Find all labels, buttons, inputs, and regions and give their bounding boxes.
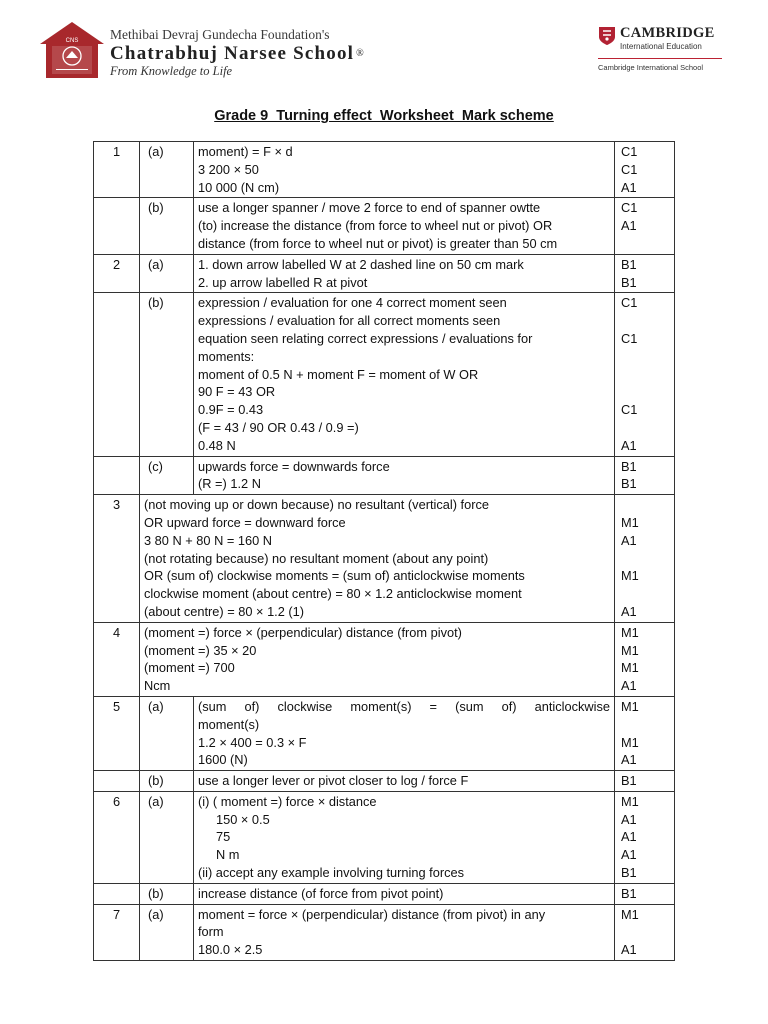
answer-line: (F = 43 / 90 OR 0.43 / 0.9 =) [198,419,359,435]
table-row [94,771,675,792]
mark-code: B1 [621,274,637,290]
answer-line: expressions / evaluation for all correct moments seen [198,313,501,329]
marks-cell [615,254,675,293]
mark-code: C1 [621,330,638,346]
table-row [94,904,675,960]
answer-line: 10 000 (N cm) [198,179,280,195]
marks-cell [615,198,675,254]
table-row [94,883,675,904]
table-row [94,791,675,883]
mark-code [621,312,670,330]
mark-code: A1 [621,437,637,453]
answer-line: (sum of) clockwise moment(s) = (sum of) anticlockwise [198,698,610,714]
question-number: 1 [94,142,140,198]
table-row [94,293,675,456]
mark-code [621,716,670,734]
mark-code: M1 [621,514,639,530]
answer-line: 1.2 × 400 = 0.3 × F [198,734,307,750]
question-part: (c) [140,456,194,495]
answer-line: moment of 0.5 N + moment F = moment of W OR [198,366,479,382]
question-number: 2 [94,254,140,293]
mark-code [621,419,670,437]
mark-code: A1 [621,942,637,958]
answer-line: 0.48 N [198,437,236,453]
answer-cell [194,142,615,198]
answer-cell [140,495,615,623]
mark-code: A1 [621,603,637,619]
mark-code: C1 [621,295,638,311]
answer-line: 180.0 × 2.5 [198,942,263,958]
answer-line: (moment =) force × (perpendicular) distance (from pivot) [144,624,462,640]
question-number: 5 [94,696,140,770]
mark-code: A1 [621,829,637,845]
question-number: 3 [94,495,140,623]
marks-cell [615,791,675,883]
answer-line: equation seen relating correct expressions / evaluations for [198,330,533,346]
question-number: 7 [94,904,140,960]
answer-line: OR upward force = downward force [144,514,346,530]
mark-code: M1 [621,624,639,640]
table-row [94,495,675,623]
question-number [94,198,140,254]
answer-cell [194,883,615,904]
school-logo-icon [38,20,106,80]
answer-line: 90 F = 43 OR [198,384,276,400]
answer-line: 75 [216,829,231,845]
school-name-text: Chatrabhuj Narsee School [110,43,355,64]
question-part: (b) [140,771,194,792]
answer-line: 3 80 N + 80 N = 160 N [144,532,273,548]
mark-code: A1 [621,811,637,827]
mark-code: M1 [621,642,639,658]
svg-text:CNS: CNS [65,38,79,44]
cambridge-school-label: Cambridge International School [598,63,704,72]
answer-line: Ncm [144,678,171,694]
mark-code: A1 [621,847,637,863]
answer-cell [194,771,615,792]
answer-line: (ii) accept any example involving turning forces [198,865,465,881]
answer-line: (to) increase the distance (from force to wheel nut or pivot) OR [198,218,553,234]
marks-cell [615,293,675,456]
answer-line: upwards force = downwards force [198,458,390,474]
cambridge-shield-icon [598,26,616,46]
question-part: (a) [140,696,194,770]
answer-line: moment(s) [198,716,260,732]
answer-line: use a longer lever or pivot closer to log / force F [198,773,469,789]
answer-line: N m [216,847,240,863]
answer-cell [194,456,615,495]
marks-cell [615,771,675,792]
mark-scheme-table [93,141,675,961]
answer-line: (i) ( moment =) force × distance [198,793,377,809]
mark-code: C1 [621,144,638,159]
mark-code [621,235,670,253]
school-header [110,27,365,79]
answer-cell [194,904,615,960]
table-row [94,142,675,198]
answer-line: (moment =) 700 [144,660,235,676]
answer-line: 1600 (N) [198,752,248,768]
school-tagline: From Knowledge to Life [110,64,233,78]
question-part: (a) [140,142,194,198]
mark-code [621,923,670,941]
registered-mark: ® [356,48,365,59]
table-row [94,198,675,254]
mark-code: M1 [621,660,639,676]
mark-code: M1 [621,793,639,809]
answer-line: increase distance (of force from pivot point) [198,885,444,901]
answer-line: distance (from force to wheel nut or pivot) is greater than 50 cm [198,235,558,251]
answer-cell [194,293,615,456]
school-name [110,43,365,64]
answer-line: (R =) 1.2 N [198,476,261,492]
question-number [94,293,140,456]
marks-cell [615,456,675,495]
page-title: Grade 9_Turning effect_Worksheet_Mark scheme [214,108,554,124]
foundation-name: Methibai Devraj Gundecha Foundation's [110,27,330,42]
answer-line: moments: [198,348,255,364]
answer-line: (not moving up or down because) no resultant (vertical) force [144,497,489,513]
question-part: (b) [140,883,194,904]
answer-line: moment = force × (perpendicular) distance (from pivot) in any [198,906,546,922]
answer-line: 3 200 × 50 [198,161,259,177]
mark-code: C1 [621,402,638,418]
marks-cell [615,142,675,198]
mark-code: C1 [621,161,638,177]
answer-line: clockwise moment (about centre) = 80 × 1.2 anticlockwise moment [144,586,522,602]
answer-cell [194,254,615,293]
question-part: (a) [140,254,194,293]
mark-code: B1 [621,256,637,272]
answer-line: (about centre) = 80 × 1.2 (1) [144,603,305,619]
marks-cell [615,495,675,623]
mark-code: M1 [621,568,639,584]
mark-code: B1 [621,458,637,474]
answer-line: (not rotating because) no resultant moment (about any point) [144,550,489,566]
marks-cell [615,883,675,904]
marks-cell [615,622,675,696]
mark-code: A1 [621,179,637,195]
mark-code: A1 [621,678,637,694]
mark-code: C1 [621,200,638,216]
mark-code: B1 [621,885,637,901]
question-number [94,883,140,904]
answer-line: 1. down arrow labelled W at 2 dashed line on 50 cm mark [198,256,524,272]
table-row [94,456,675,495]
mark-code: M1 [621,734,639,750]
answer-cell [194,198,615,254]
question-part: (a) [140,904,194,960]
question-number [94,771,140,792]
answer-line: 2. up arrow labelled R at pivot [198,274,368,290]
answer-line: (moment =) 35 × 20 [144,642,257,658]
question-number: 6 [94,791,140,883]
table-row [94,696,675,770]
mark-code: B1 [621,476,637,492]
question-number: 4 [94,622,140,696]
answer-line: form [198,924,224,940]
answer-line: use a longer spanner / move 2 force to end of spanner owtte [198,200,541,216]
answer-cell [194,791,615,883]
answer-cell [194,696,615,770]
answer-line: moment) = F × d [198,144,293,159]
mark-code: A1 [621,532,637,548]
question-part: (b) [140,293,194,456]
marks-cell [615,696,675,770]
answer-cell [140,622,615,696]
table-row [94,622,675,696]
mark-code: M1 [621,698,639,714]
cambridge-name: CAMBRIDGE [620,25,715,41]
mark-code: A1 [621,218,637,234]
mark-code [621,496,670,514]
cambridge-divider [598,58,722,59]
mark-code [621,383,670,401]
mark-code: A1 [621,752,637,768]
mark-code [621,585,670,603]
answer-line: expression / evaluation for one 4 correct moment seen [198,295,507,311]
mark-code [621,348,670,366]
mark-code [621,550,670,568]
cambridge-subtitle: International Education [620,42,702,51]
answer-line: 0.9F = 0.43 [198,402,264,418]
answer-line: 150 × 0.5 [216,811,270,827]
marks-cell [615,904,675,960]
question-part: (b) [140,198,194,254]
mark-code: M1 [621,906,639,922]
mark-code: B1 [621,773,637,789]
question-part: (a) [140,791,194,883]
mark-code [621,366,670,384]
answer-line: OR (sum of) clockwise moments = (sum of) anticlockwise moments [144,568,525,584]
table-row [94,254,675,293]
question-number [94,456,140,495]
mark-code: B1 [621,865,637,881]
